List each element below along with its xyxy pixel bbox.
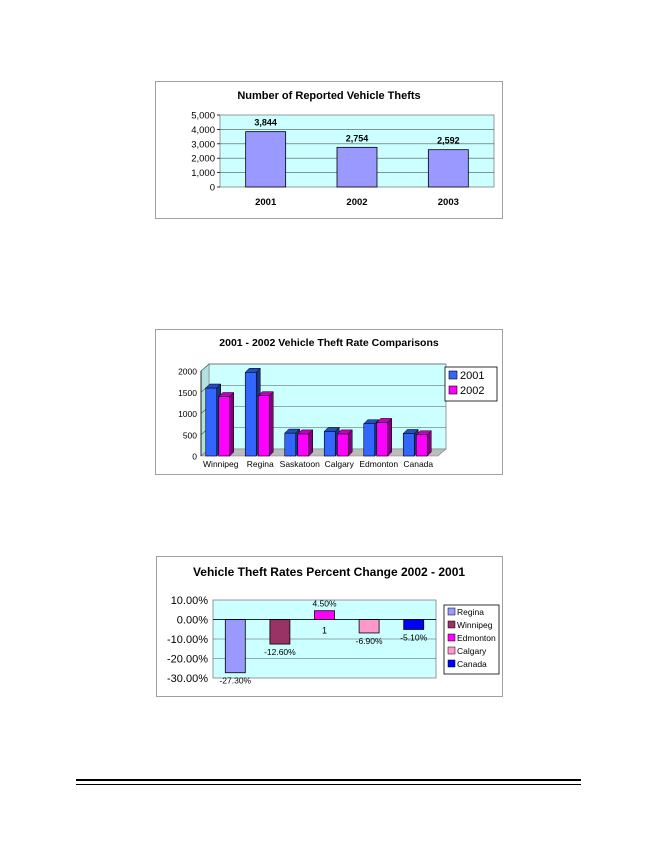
x-tick-label: Regina <box>246 459 274 469</box>
bar-side <box>230 393 234 457</box>
x-tick-label: Edmonton <box>359 459 399 469</box>
x-tick-label: 2002 <box>346 197 368 208</box>
y-tick-label: -30.00% <box>167 673 208 685</box>
legend-label: Edmonton <box>457 633 496 643</box>
bar <box>285 433 296 456</box>
chart-title: Vehicle Theft Rates Percent Change 2002 - 2001 <box>192 565 466 579</box>
legend-swatch <box>448 660 455 667</box>
x-tick-label: Saskatoon <box>279 459 320 469</box>
y-tick-label: 4,000 <box>191 124 215 136</box>
bar <box>298 434 309 456</box>
bar <box>416 435 427 456</box>
data-label: 2,592 <box>437 135 460 146</box>
x-tick-label: Canada <box>403 459 434 469</box>
y-tick-label: 2,000 <box>191 153 215 165</box>
bar <box>219 397 230 457</box>
bar <box>359 620 379 633</box>
bar-side <box>348 430 352 456</box>
legend-label: 2001 <box>460 370 485 382</box>
legend-swatch <box>448 647 455 654</box>
bar <box>258 396 269 456</box>
bar <box>225 620 245 673</box>
y-tick-label: 0.00% <box>176 614 208 627</box>
chart-title: 2001 - 2002 Vehicle Theft Rate Comparisons <box>219 337 439 349</box>
bar <box>324 431 335 456</box>
x-tick-label: 2003 <box>437 197 459 208</box>
bar <box>315 611 335 620</box>
chart-1-svg <box>156 82 502 218</box>
data-label: -6.90% <box>355 635 383 646</box>
chart-theft-rate-comparisons <box>155 329 503 475</box>
bar <box>246 132 286 187</box>
legend-swatch <box>448 634 455 641</box>
x-tick-label: 2001 <box>255 197 277 208</box>
bar <box>337 434 348 456</box>
legend-label: Calgary <box>457 646 487 656</box>
bar <box>206 388 217 456</box>
chart-reported-thefts <box>155 81 503 219</box>
bar <box>245 372 256 456</box>
bar-side <box>388 418 392 456</box>
y-tick-label: 1500 <box>178 387 197 398</box>
data-label: -5.10% <box>400 632 428 643</box>
data-label: 2,754 <box>345 133 369 144</box>
x-tick-label: Winnipeg <box>203 459 239 469</box>
legend-swatch <box>449 386 457 394</box>
y-tick-label: 2000 <box>178 366 197 377</box>
y-tick-label: 10.00% <box>170 595 208 607</box>
data-label: -27.30% <box>219 675 252 686</box>
legend-label: Regina <box>457 607 484 617</box>
legend-swatch <box>448 621 455 628</box>
legend-label: Winnipeg <box>457 620 493 630</box>
y-tick-label: -20.00% <box>167 653 208 666</box>
y-tick-label: 0 <box>192 451 197 462</box>
legend <box>444 605 499 674</box>
legend-label: 2002 <box>460 385 485 397</box>
bar <box>337 147 377 187</box>
bar-side <box>427 431 431 456</box>
y-tick-label: 0 <box>209 182 215 194</box>
chart-2-svg <box>156 330 502 474</box>
bar <box>428 150 468 187</box>
footer-rule-thin <box>76 784 581 785</box>
bar <box>270 620 290 645</box>
bar-side <box>309 430 313 456</box>
bar <box>377 422 388 456</box>
y-tick-label: 1000 <box>178 409 197 419</box>
data-label: 3,844 <box>254 117 277 128</box>
y-tick-label: -10.00% <box>167 634 208 646</box>
y-tick-label: 3,000 <box>191 139 215 151</box>
x-tick-label: Calgary <box>324 459 354 469</box>
legend-label: Canada <box>457 659 487 669</box>
footer-rule-thick <box>76 779 581 781</box>
bar-side <box>269 392 273 456</box>
legend-swatch <box>448 608 455 615</box>
chart-percent-change <box>156 556 503 697</box>
chart-title: Number of Reported Vehicle Thefts <box>237 90 421 102</box>
legend-swatch <box>449 371 457 379</box>
y-tick-label: 1,000 <box>191 168 215 180</box>
annotation-label: 1 <box>321 625 328 636</box>
chart-3-svg <box>157 557 502 696</box>
data-label: -12.60% <box>264 647 296 658</box>
bar <box>404 620 424 630</box>
y-tick-label: 5,000 <box>191 110 215 122</box>
bar <box>403 433 414 456</box>
y-tick-label: 500 <box>182 430 197 441</box>
data-label: 4.50% <box>312 598 337 609</box>
bar <box>364 424 375 456</box>
legend <box>445 367 497 401</box>
